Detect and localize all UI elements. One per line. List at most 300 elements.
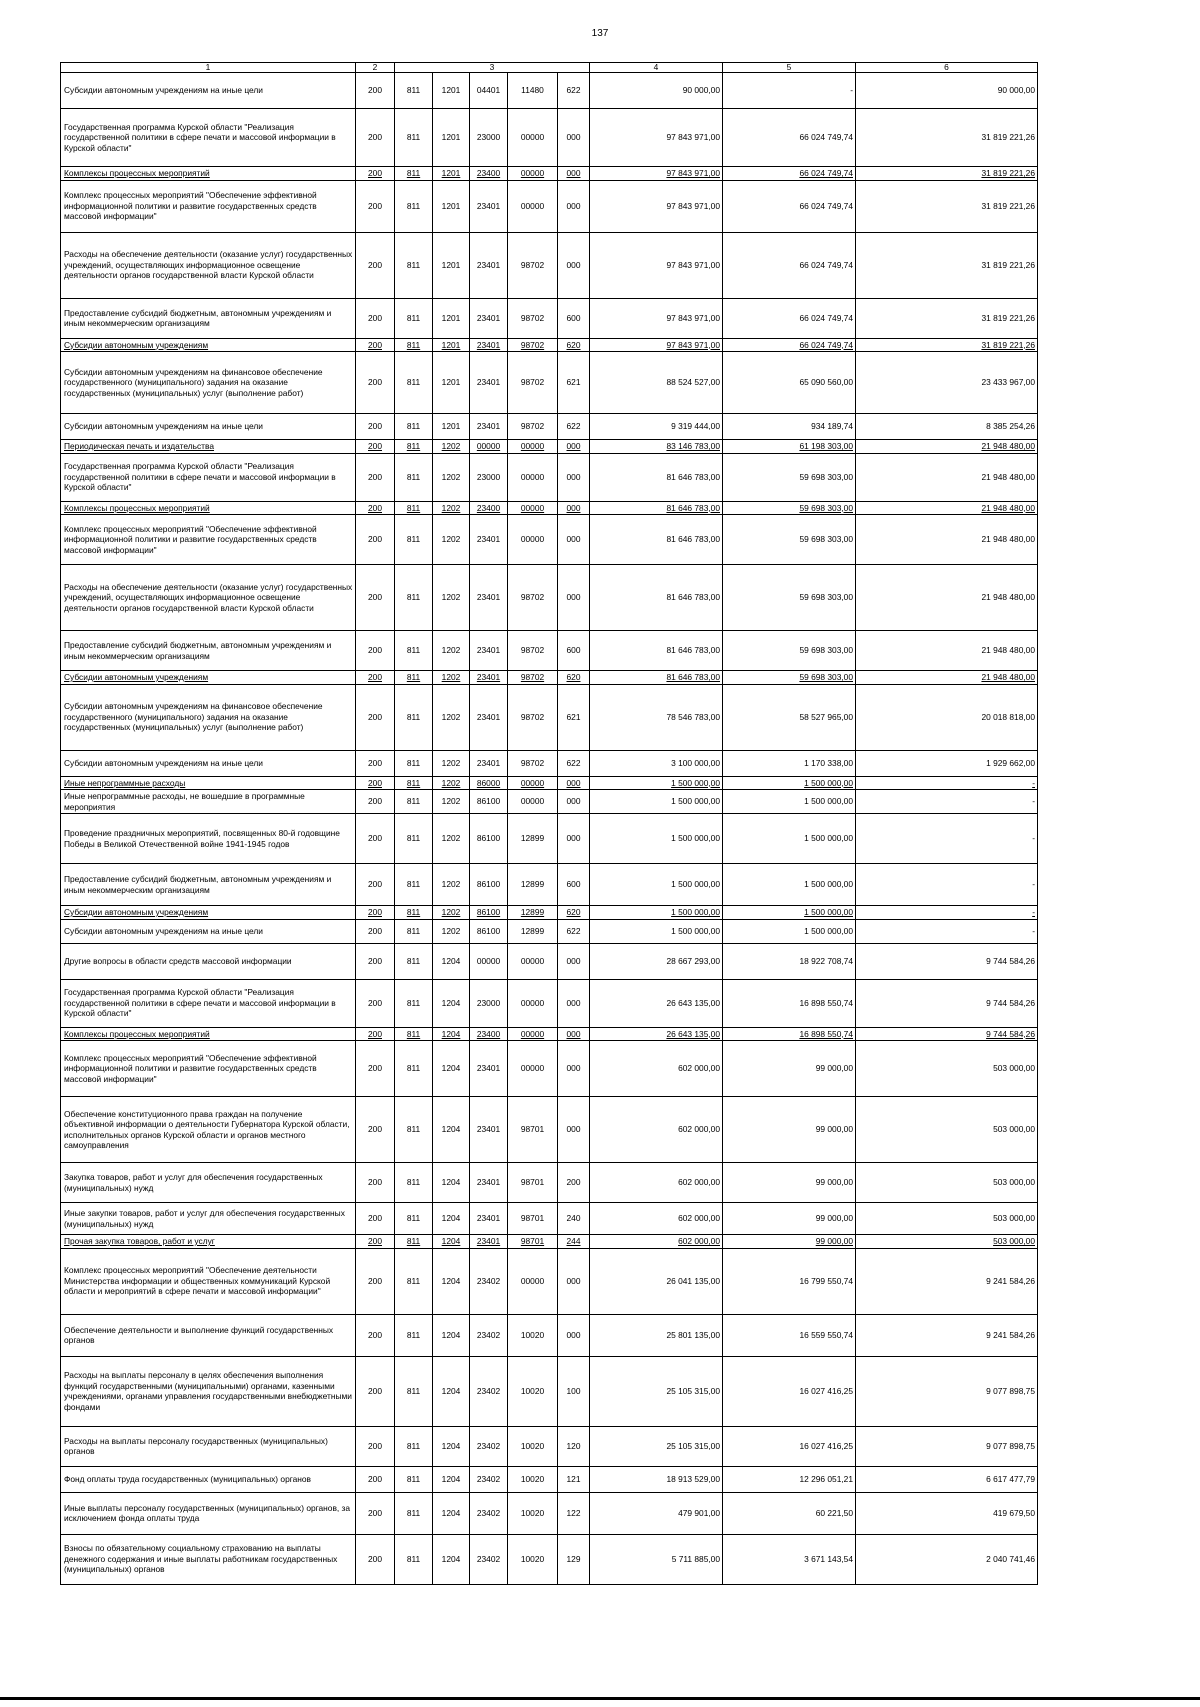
code-ministry: 811 — [395, 1235, 433, 1249]
budget-table — [60, 62, 1038, 1585]
code-expense-type: 000 — [558, 515, 590, 565]
row-name: Субсидии автономным учреждениям на иные цели — [61, 750, 356, 776]
page-number: 137 — [591, 28, 609, 39]
table-row — [61, 1097, 1038, 1163]
code-program: 86100 — [470, 919, 508, 943]
code-section: 1204 — [433, 1235, 470, 1249]
code-program: 23400 — [470, 1027, 508, 1041]
value-plan: 81 646 783,00 — [590, 631, 723, 671]
code-program: 00000 — [470, 440, 508, 454]
table-row — [61, 440, 1038, 454]
code-expense-type: 000 — [558, 1041, 590, 1097]
value-plan: 83 146 783,00 — [590, 440, 723, 454]
code-program: 23401 — [470, 180, 508, 232]
value-remainder: 21 948 480,00 — [856, 440, 1038, 454]
code-section: 1202 — [433, 776, 470, 790]
code-2: 200 — [356, 1163, 395, 1203]
row-name: Иные непрограммные расходы — [61, 776, 356, 790]
value-remainder: - — [856, 814, 1038, 864]
code-2: 200 — [356, 180, 395, 232]
value-executed: 18 922 708,74 — [723, 943, 856, 979]
code-ministry: 811 — [395, 453, 433, 501]
row-name: Комплекс процессных мероприятий "Обеспечение эффективной информационной политики и развитие государственных средств массовой информации" — [61, 515, 356, 565]
code-ministry: 811 — [395, 1534, 433, 1584]
value-remainder: 23 433 967,00 — [856, 352, 1038, 414]
row-name: Предоставление субсидий бюджетным, автономным учреждениям и иным некоммерческим организациям — [61, 631, 356, 671]
value-plan: 1 500 000,00 — [590, 919, 723, 943]
bottom-scan-border — [0, 1697, 1200, 1700]
code-direction: 10020 — [508, 1356, 558, 1426]
table-row — [61, 73, 1038, 109]
code-expense-type: 100 — [558, 1356, 590, 1426]
code-direction: 00000 — [508, 943, 558, 979]
code-expense-type: 000 — [558, 979, 590, 1027]
code-section: 1204 — [433, 979, 470, 1027]
code-2: 200 — [356, 631, 395, 671]
value-remainder: 9 241 584,26 — [856, 1248, 1038, 1314]
value-remainder: 503 000,00 — [856, 1235, 1038, 1249]
code-program: 23401 — [470, 750, 508, 776]
code-direction: 12899 — [508, 906, 558, 920]
table-row — [61, 1163, 1038, 1203]
row-name: Проведение праздничных мероприятий, посвященных 80-й годовщине Победы в Великой Отечественной войне 1941-1945 годов — [61, 814, 356, 864]
code-expense-type: 621 — [558, 352, 590, 414]
code-direction: 12899 — [508, 814, 558, 864]
value-executed: - — [723, 73, 856, 109]
code-expense-type: 620 — [558, 671, 590, 685]
code-program: 23401 — [470, 338, 508, 352]
table-row — [61, 167, 1038, 181]
value-plan: 5 711 885,00 — [590, 1534, 723, 1584]
code-ministry: 811 — [395, 684, 433, 750]
code-ministry: 811 — [395, 814, 433, 864]
value-remainder: 21 948 480,00 — [856, 515, 1038, 565]
value-plan: 25 801 135,00 — [590, 1314, 723, 1356]
code-expense-type: 000 — [558, 1027, 590, 1041]
value-plan: 97 843 971,00 — [590, 167, 723, 181]
code-ministry: 811 — [395, 232, 433, 298]
code-expense-type: 000 — [558, 453, 590, 501]
table-row — [61, 776, 1038, 790]
table-row — [61, 453, 1038, 501]
value-plan: 9 319 444,00 — [590, 414, 723, 440]
code-program: 23402 — [470, 1534, 508, 1584]
table-row — [61, 565, 1038, 631]
code-direction: 98702 — [508, 298, 558, 338]
table-row — [61, 180, 1038, 232]
code-ministry: 811 — [395, 790, 433, 814]
value-plan: 97 843 971,00 — [590, 232, 723, 298]
code-section: 1204 — [433, 943, 470, 979]
value-remainder: 20 018 818,00 — [856, 684, 1038, 750]
code-2: 200 — [356, 1356, 395, 1426]
table-row — [61, 414, 1038, 440]
code-2: 200 — [356, 414, 395, 440]
code-program: 23401 — [470, 232, 508, 298]
value-remainder: 21 948 480,00 — [856, 671, 1038, 685]
code-ministry: 811 — [395, 671, 433, 685]
code-2: 200 — [356, 979, 395, 1027]
value-executed: 12 296 051,21 — [723, 1466, 856, 1492]
code-2: 200 — [356, 1534, 395, 1584]
table-row — [61, 671, 1038, 685]
code-ministry: 811 — [395, 1163, 433, 1203]
value-plan: 26 643 135,00 — [590, 1027, 723, 1041]
code-expense-type: 620 — [558, 906, 590, 920]
value-remainder: - — [856, 919, 1038, 943]
code-ministry: 811 — [395, 1203, 433, 1235]
code-2: 200 — [356, 814, 395, 864]
code-2: 200 — [356, 1203, 395, 1235]
code-2: 200 — [356, 1426, 395, 1466]
code-direction: 98702 — [508, 565, 558, 631]
code-2: 200 — [356, 1041, 395, 1097]
table-row — [61, 750, 1038, 776]
code-section: 1202 — [433, 814, 470, 864]
value-remainder: 21 948 480,00 — [856, 631, 1038, 671]
table-row — [61, 684, 1038, 750]
code-section: 1201 — [433, 298, 470, 338]
value-plan: 602 000,00 — [590, 1097, 723, 1163]
code-expense-type: 600 — [558, 864, 590, 906]
code-ministry: 811 — [395, 979, 433, 1027]
code-expense-type: 000 — [558, 109, 590, 167]
code-program: 23401 — [470, 684, 508, 750]
code-ministry: 811 — [395, 1356, 433, 1426]
code-direction: 98702 — [508, 414, 558, 440]
value-plan: 81 646 783,00 — [590, 453, 723, 501]
row-name: Субсидии автономным учреждениям на иные цели — [61, 919, 356, 943]
value-remainder: - — [856, 906, 1038, 920]
value-remainder: - — [856, 776, 1038, 790]
value-plan: 1 500 000,00 — [590, 790, 723, 814]
value-remainder: 21 948 480,00 — [856, 501, 1038, 515]
code-ministry: 811 — [395, 440, 433, 454]
value-executed: 16 898 550,74 — [723, 1027, 856, 1041]
value-executed: 16 559 550,74 — [723, 1314, 856, 1356]
code-ministry: 811 — [395, 565, 433, 631]
value-executed: 99 000,00 — [723, 1235, 856, 1249]
code-2: 200 — [356, 440, 395, 454]
code-2: 200 — [356, 352, 395, 414]
table-row — [61, 814, 1038, 864]
code-2: 200 — [356, 1027, 395, 1041]
table-row — [61, 919, 1038, 943]
code-section: 1202 — [433, 671, 470, 685]
code-direction: 00000 — [508, 167, 558, 181]
code-direction: 10020 — [508, 1492, 558, 1534]
table-row — [61, 1235, 1038, 1249]
table-row — [61, 515, 1038, 565]
code-direction: 00000 — [508, 1248, 558, 1314]
code-direction: 12899 — [508, 864, 558, 906]
value-plan: 1 500 000,00 — [590, 776, 723, 790]
table-row — [61, 906, 1038, 920]
code-2: 200 — [356, 790, 395, 814]
code-direction: 10020 — [508, 1426, 558, 1466]
code-ministry: 811 — [395, 338, 433, 352]
table-row — [61, 1534, 1038, 1584]
code-expense-type: 620 — [558, 338, 590, 352]
code-program: 23401 — [470, 414, 508, 440]
code-program: 86100 — [470, 790, 508, 814]
code-section: 1201 — [433, 338, 470, 352]
row-name: Обеспечение деятельности и выполнение функций государственных органов — [61, 1314, 356, 1356]
code-section: 1204 — [433, 1163, 470, 1203]
code-section: 1201 — [433, 109, 470, 167]
value-plan: 26 041 135,00 — [590, 1248, 723, 1314]
code-2: 200 — [356, 684, 395, 750]
value-plan: 88 524 527,00 — [590, 352, 723, 414]
code-program: 23402 — [470, 1492, 508, 1534]
value-remainder: 9 077 898,75 — [856, 1356, 1038, 1426]
table-row — [61, 979, 1038, 1027]
header-row — [61, 63, 1038, 73]
code-expense-type: 000 — [558, 1314, 590, 1356]
code-direction: 00000 — [508, 515, 558, 565]
value-executed: 59 698 303,00 — [723, 565, 856, 631]
value-remainder: 31 819 221,26 — [856, 338, 1038, 352]
value-remainder: 1 929 662,00 — [856, 750, 1038, 776]
code-ministry: 811 — [395, 1426, 433, 1466]
value-plan: 602 000,00 — [590, 1163, 723, 1203]
code-expense-type: 000 — [558, 790, 590, 814]
table-row — [61, 864, 1038, 906]
row-name: Расходы на обеспечение деятельности (оказание услуг) государственных учреждений, осуществляющих информационное освещение деятельности органов государственной власти Курской области — [61, 232, 356, 298]
value-remainder: 9 077 898,75 — [856, 1426, 1038, 1466]
value-executed: 16 799 550,74 — [723, 1248, 856, 1314]
code-direction: 00000 — [508, 180, 558, 232]
code-section: 1201 — [433, 414, 470, 440]
value-executed: 16 027 416,25 — [723, 1356, 856, 1426]
code-2: 200 — [356, 671, 395, 685]
value-remainder: 31 819 221,26 — [856, 109, 1038, 167]
code-ministry: 811 — [395, 501, 433, 515]
value-remainder: 31 819 221,26 — [856, 180, 1038, 232]
code-2: 200 — [356, 501, 395, 515]
code-section: 1202 — [433, 750, 470, 776]
code-direction: 98702 — [508, 631, 558, 671]
code-program: 86000 — [470, 776, 508, 790]
code-ministry: 811 — [395, 515, 433, 565]
value-executed: 99 000,00 — [723, 1097, 856, 1163]
code-expense-type: 000 — [558, 167, 590, 181]
code-expense-type: 120 — [558, 1426, 590, 1466]
value-executed: 59 698 303,00 — [723, 501, 856, 515]
code-ministry: 811 — [395, 167, 433, 181]
code-section: 1204 — [433, 1466, 470, 1492]
value-plan: 78 546 783,00 — [590, 684, 723, 750]
value-plan: 81 646 783,00 — [590, 565, 723, 631]
table-row — [61, 1041, 1038, 1097]
code-ministry: 811 — [395, 1492, 433, 1534]
value-plan: 90 000,00 — [590, 73, 723, 109]
code-program: 23000 — [470, 109, 508, 167]
value-executed: 66 024 749,74 — [723, 109, 856, 167]
code-program: 23401 — [470, 671, 508, 685]
code-expense-type: 244 — [558, 1235, 590, 1249]
code-2: 200 — [356, 864, 395, 906]
code-section: 1204 — [433, 1203, 470, 1235]
code-expense-type: 622 — [558, 919, 590, 943]
code-section: 1202 — [433, 790, 470, 814]
code-direction: 98702 — [508, 232, 558, 298]
code-direction: 98701 — [508, 1235, 558, 1249]
code-2: 200 — [356, 109, 395, 167]
code-section: 1202 — [433, 565, 470, 631]
value-remainder: 9 241 584,26 — [856, 1314, 1038, 1356]
value-executed: 1 500 000,00 — [723, 790, 856, 814]
header-col-2: 2 — [356, 63, 395, 73]
code-2: 200 — [356, 1235, 395, 1249]
value-executed: 99 000,00 — [723, 1041, 856, 1097]
value-remainder: 21 948 480,00 — [856, 565, 1038, 631]
code-2: 200 — [356, 298, 395, 338]
value-remainder: 503 000,00 — [856, 1203, 1038, 1235]
code-direction: 10020 — [508, 1314, 558, 1356]
code-2: 200 — [356, 338, 395, 352]
table-row — [61, 1492, 1038, 1534]
code-expense-type: 122 — [558, 1492, 590, 1534]
code-direction: 12899 — [508, 919, 558, 943]
value-plan: 25 105 315,00 — [590, 1426, 723, 1466]
row-name: Субсидии автономным учреждениям на иные цели — [61, 73, 356, 109]
code-expense-type: 600 — [558, 631, 590, 671]
code-expense-type: 000 — [558, 565, 590, 631]
code-ministry: 811 — [395, 414, 433, 440]
value-executed: 66 024 749,74 — [723, 338, 856, 352]
header-col-6: 6 — [856, 63, 1038, 73]
value-plan: 479 901,00 — [590, 1492, 723, 1534]
code-2: 200 — [356, 515, 395, 565]
code-section: 1202 — [433, 453, 470, 501]
table-row — [61, 1466, 1038, 1492]
code-2: 200 — [356, 750, 395, 776]
code-direction: 98702 — [508, 671, 558, 685]
value-plan: 25 105 315,00 — [590, 1356, 723, 1426]
code-ministry: 811 — [395, 73, 433, 109]
code-2: 200 — [356, 906, 395, 920]
code-ministry: 811 — [395, 109, 433, 167]
value-plan: 97 843 971,00 — [590, 338, 723, 352]
table-row — [61, 1248, 1038, 1314]
row-name: Комплексы процессных мероприятий — [61, 1027, 356, 1041]
code-section: 1201 — [433, 352, 470, 414]
code-section: 1204 — [433, 1314, 470, 1356]
code-program: 23000 — [470, 453, 508, 501]
code-ministry: 811 — [395, 864, 433, 906]
table-row — [61, 109, 1038, 167]
value-executed: 60 221,50 — [723, 1492, 856, 1534]
code-program: 86100 — [470, 864, 508, 906]
code-direction: 98702 — [508, 750, 558, 776]
table-row — [61, 631, 1038, 671]
value-remainder: 31 819 221,26 — [856, 232, 1038, 298]
code-section: 1204 — [433, 1534, 470, 1584]
row-name: Расходы на выплаты персоналу в целях обеспечения выполнения функций государственными (муниципальными) органами, казенными учреждениями, органами управления государственными внебюджетными фондами — [61, 1356, 356, 1426]
code-expense-type: 000 — [558, 1248, 590, 1314]
code-direction: 00000 — [508, 1041, 558, 1097]
code-section: 1202 — [433, 631, 470, 671]
code-expense-type: 240 — [558, 1203, 590, 1235]
code-direction: 10020 — [508, 1466, 558, 1492]
row-name: Закупка товаров, работ и услуг для обеспечения государственных (муниципальных) нужд — [61, 1163, 356, 1203]
value-executed: 59 698 303,00 — [723, 671, 856, 685]
value-executed: 66 024 749,74 — [723, 298, 856, 338]
code-expense-type: 000 — [558, 440, 590, 454]
row-name: Расходы на обеспечение деятельности (оказание услуг) государственных учреждений, осуществляющих информационное освещение деятельности органов государственной власти Курской области — [61, 565, 356, 631]
value-plan: 602 000,00 — [590, 1235, 723, 1249]
code-direction: 00000 — [508, 501, 558, 515]
value-plan: 97 843 971,00 — [590, 298, 723, 338]
code-section: 1204 — [433, 1248, 470, 1314]
value-remainder: - — [856, 790, 1038, 814]
code-direction: 10020 — [508, 1534, 558, 1584]
value-remainder: 2 040 741,46 — [856, 1534, 1038, 1584]
code-ministry: 811 — [395, 943, 433, 979]
code-expense-type: 129 — [558, 1534, 590, 1584]
code-program: 23401 — [470, 298, 508, 338]
value-executed: 1 500 000,00 — [723, 776, 856, 790]
header-col-5: 5 — [723, 63, 856, 73]
value-executed: 16 027 416,25 — [723, 1426, 856, 1466]
row-name: Субсидии автономным учреждениям на финансовое обеспечение государственного (муниципального) задания на оказание государственных (муниципальных) услуг (выполнение работ) — [61, 352, 356, 414]
header-col-1: 1 — [61, 63, 356, 73]
code-section: 1201 — [433, 73, 470, 109]
value-executed: 66 024 749,74 — [723, 232, 856, 298]
code-program: 23401 — [470, 352, 508, 414]
value-plan: 97 843 971,00 — [590, 109, 723, 167]
value-executed: 1 500 000,00 — [723, 864, 856, 906]
value-plan: 1 500 000,00 — [590, 864, 723, 906]
row-name: Иные непрограммные расходы, не вошедшие в программные мероприятия — [61, 790, 356, 814]
row-name: Периодическая печать и издательства — [61, 440, 356, 454]
value-plan: 81 646 783,00 — [590, 671, 723, 685]
code-expense-type: 622 — [558, 73, 590, 109]
value-executed: 16 898 550,74 — [723, 979, 856, 1027]
code-program: 23402 — [470, 1356, 508, 1426]
value-plan: 81 646 783,00 — [590, 515, 723, 565]
table-row — [61, 352, 1038, 414]
code-section: 1202 — [433, 440, 470, 454]
value-plan: 3 100 000,00 — [590, 750, 723, 776]
row-name: Иные выплаты персоналу государственных (муниципальных) органов, за исключением фонда оплаты труда — [61, 1492, 356, 1534]
code-ministry: 811 — [395, 631, 433, 671]
value-remainder: 21 948 480,00 — [856, 453, 1038, 501]
row-name: Государственная программа Курской области "Реализация государственной политики в сфере печати и массовой информации в Курской области" — [61, 453, 356, 501]
value-remainder: 503 000,00 — [856, 1163, 1038, 1203]
code-expense-type: 000 — [558, 776, 590, 790]
value-remainder: 503 000,00 — [856, 1097, 1038, 1163]
value-executed: 3 671 143,54 — [723, 1534, 856, 1584]
code-ministry: 811 — [395, 906, 433, 920]
code-program: 23401 — [470, 1203, 508, 1235]
code-section: 1204 — [433, 1356, 470, 1426]
code-ministry: 811 — [395, 180, 433, 232]
code-2: 200 — [356, 232, 395, 298]
value-executed: 99 000,00 — [723, 1163, 856, 1203]
code-ministry: 811 — [395, 750, 433, 776]
code-direction: 00000 — [508, 776, 558, 790]
value-plan: 28 667 293,00 — [590, 943, 723, 979]
value-plan: 18 913 529,00 — [590, 1466, 723, 1492]
code-2: 200 — [356, 919, 395, 943]
value-executed: 59 698 303,00 — [723, 631, 856, 671]
value-remainder: 9 744 584,26 — [856, 1027, 1038, 1041]
code-expense-type: 622 — [558, 414, 590, 440]
row-name: Комплекс процессных мероприятий "Обеспечение деятельности Министерства информации и общественных коммуникаций Курской области и мероприятий в сфере печати и массовой информации" — [61, 1248, 356, 1314]
code-ministry: 811 — [395, 919, 433, 943]
